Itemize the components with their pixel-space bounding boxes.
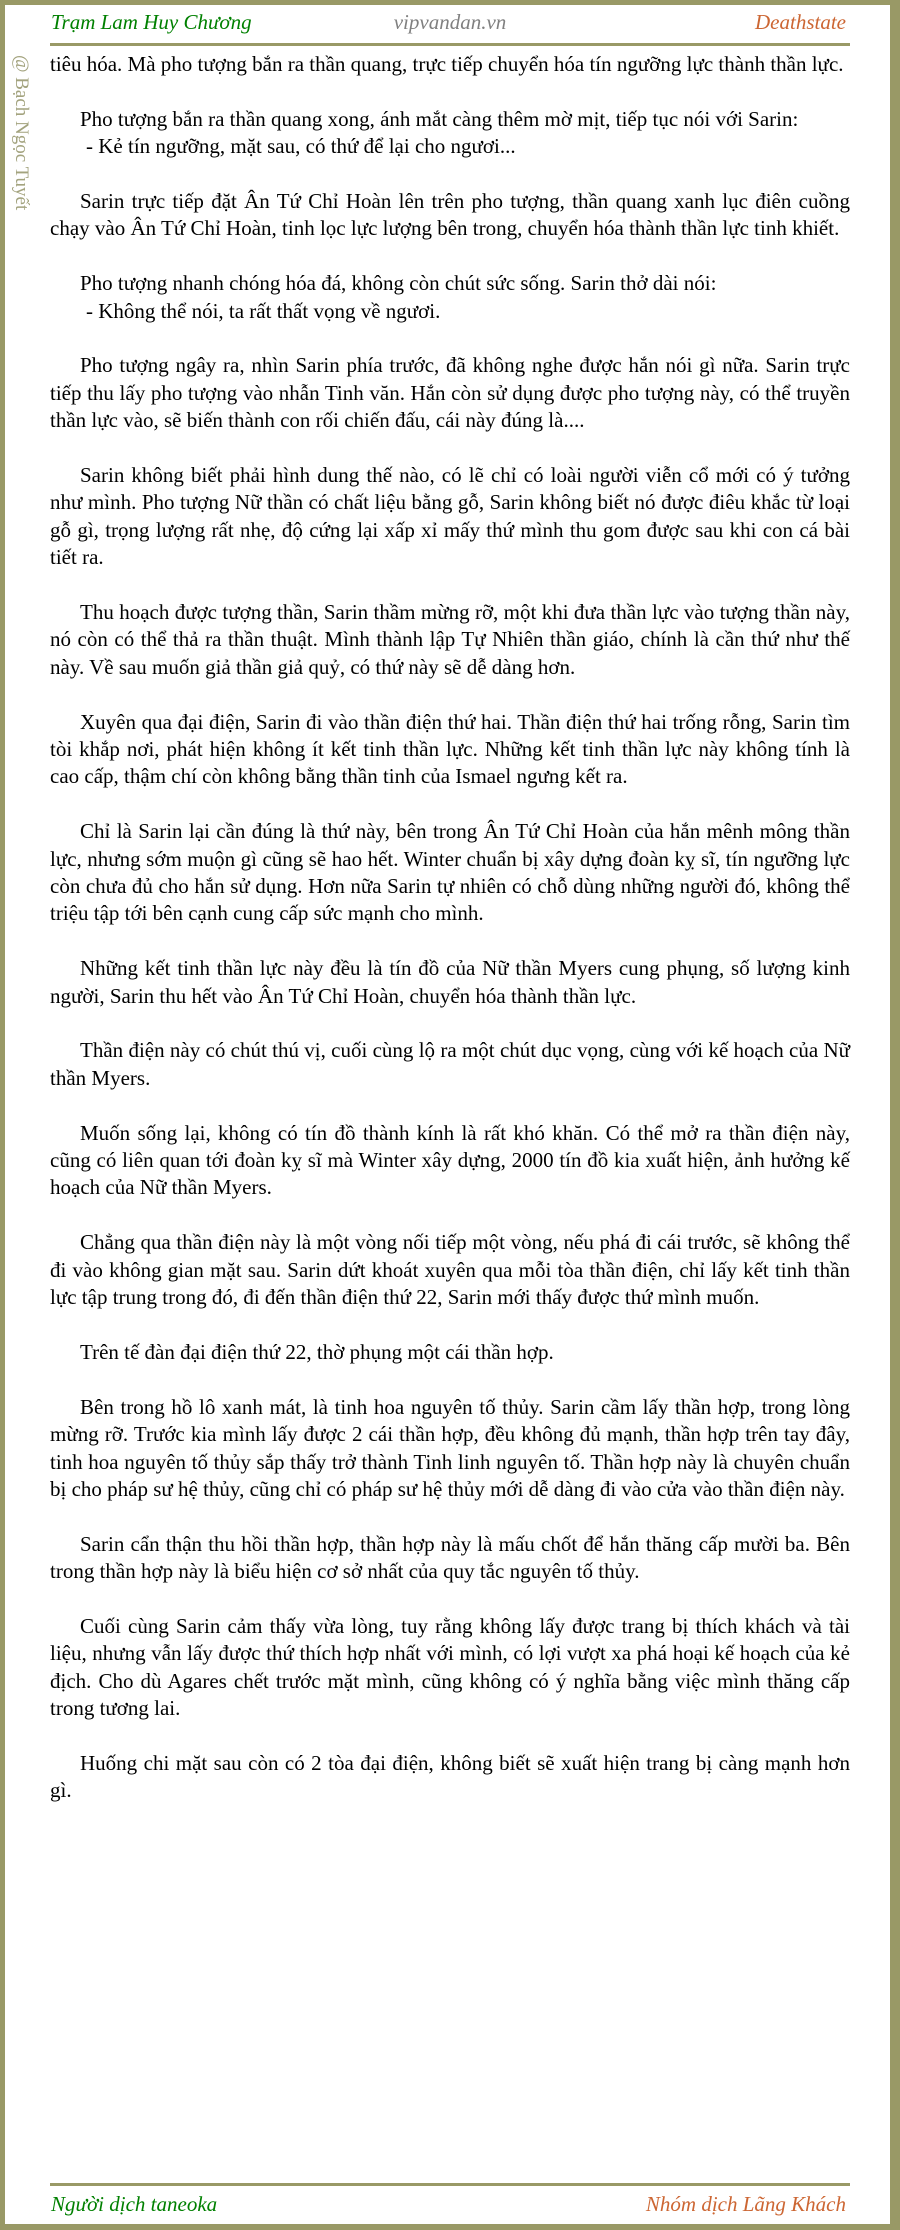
paragraph	[50, 462, 850, 572]
translation-group-credit: Nhóm dịch Lãng Khách	[645, 2192, 846, 2216]
paragraph	[50, 51, 850, 78]
site-name: Trạm Lam Huy Chương	[51, 10, 252, 34]
paragraph-text: Thần điện này có chút thú vị, cuối cùng lộ ra một chút dục vọng, cùng với kế hoạch của Nữ thần Myers.	[50, 1038, 850, 1090]
author-name: Deathstate	[755, 10, 846, 34]
paragraph	[50, 188, 850, 243]
paragraph-text: Pho tượng nhanh chóng hóa đá, không còn chút sức sống. Sarin thở dài nói:	[80, 271, 717, 296]
paragraph	[50, 818, 850, 928]
paragraph	[50, 1037, 850, 1092]
paragraph-text: Pho tượng ngây ra, nhìn Sarin phía trước, đã không nghe được hắn nói gì nữa. Sarin trực tiếp thu lấy pho tượng vào nhẫn Tinh văn. Hắn còn sử dụng được pho tượng này, có thể truyền thần lực vào, sẽ biến thành con rối chiến đấu, cái này đúng là....	[50, 353, 850, 433]
vertical-watermark: @ Bạch Ngọc Tuyết	[11, 55, 32, 211]
paragraph-text: Thu hoạch được tượng thần, Sarin thầm mừng rỡ, một khi đưa thần lực vào tượng thần này, nó còn có thể thả ra thần thuật. Mình thành lập Tự Nhiên thần giáo, chính là cần thứ như thế này. Về sau muốn giả thần giả quỷ, có thứ này sẽ dễ dàng hơn.	[50, 600, 850, 679]
paragraph	[50, 1750, 850, 1805]
paragraph-text: Bên trong hồ lô xanh mát, là tinh hoa nguyên tố thủy. Sarin cầm lấy thần hợp, trong lòng mừng rỡ. Trước kia mình lấy được 2 cái thần hợp, đều không đủ mạnh, thần hợp trên tay đây, tinh hoa nguyên tố thủy sắp thấy trở thành Tinh linh nguyên tố. Thần hợp này là chuyên chuẩn bị cho pháp sư hệ thủy, cũng chỉ có pháp sư hệ thủy mới dễ dàng đi vào cửa vào thần điện này.	[50, 1394, 850, 1501]
paragraph-text: Huống chi mặt sau còn có 2 tòa đại điện, không biết sẽ xuất hiện trang bị càng mạnh hơn gì.	[50, 1750, 850, 1803]
paragraph-text: Những kết tinh thần lực này đều là tín đồ của Nữ thần Myers cung phụng, số lượng kinh người, Sarin thu hết vào Ân Tứ Chỉ Hoàn, chuyển hóa thành thần lực.	[50, 956, 850, 1008]
paragraph	[50, 270, 850, 325]
paragraph	[50, 1339, 850, 1366]
paragraph-text: Xuyên qua đại điện, Sarin đi vào thần điện thứ hai. Thần điện thứ hai trống rỗng, Sarin tìm tòi khắp nơi, phát hiện không ít kết tinh thần lực. Những kết tinh thần lực này không tính là cao cấp, thậm chí còn không bằng thần tinh của Ismael ngưng kết ra.	[50, 709, 850, 789]
paragraph-text: Cuối cùng Sarin cảm thấy vừa lòng, tuy rằng không lấy được trang bị thích khách và tài liệu, nhưng vẫn lấy được thứ thích hợp nhất với mình, có lợi vượt xa phá hoại kế hoạch của kẻ địch. Cho dù Agares chết trước mặt mình, cũng không có ý nghĩa bằng việc mình thăng cấp trong tương lai.	[50, 1613, 850, 1721]
paragraph	[50, 1613, 850, 1723]
paragraph-text: Muốn sống lại, không có tín đồ thành kính là rất khó khăn. Có thể mở ra thần điện này, cũng có liên quan tới đoàn kỵ sĩ mà Winter xây dựng, 2000 tín đồ kia xuất hiện, ảnh hưởng kế hoạch của Nữ thần Myers.	[50, 1120, 850, 1200]
paragraph-text: Sarin trực tiếp đặt Ân Tứ Chỉ Hoàn lên trên pho tượng, thần quang xanh lục điên cuồng chạy vào Ân Tứ Chỉ Hoàn, tinh lọc lực lượng bên trong, chuyển hóa thành thần lực tinh khiết.	[50, 189, 850, 241]
paragraph-text: Sarin không biết phải hình dung thế nào, có lẽ chỉ có loài người viễn cổ mới có ý tưởng như mình. Pho tượng Nữ thần có chất liệu bằng gỗ, Sarin không biết nó được điêu khắc từ loại gỗ gì, trọng lượng rất nhẹ, độ cứng lại xấp xỉ mấy thứ mình thu gom được sau khi con cá bài tiết ra.	[50, 463, 850, 570]
paragraph	[50, 955, 850, 1010]
dialogue-line: - Kẻ tín ngưỡng, mặt sau, có thứ để lại cho ngươi...	[86, 134, 516, 159]
paragraph	[50, 709, 850, 791]
paragraph-text: Chỉ là Sarin lại cần đúng là thứ này, bên trong Ân Tứ Chỉ Hoàn của hắn mênh mông thần lực, nhưng sớm muộn gì cũng sẽ hao hết. Winter chuẩn bị xây dựng đoàn kỵ sĩ, tín ngưỡng lực còn chưa đủ cho hắn sử dụng. Hơn nữa Sarin tự nhiên có chỗ dùng những người đó, không thể triệu tập tới bên cạnh cung cấp sức mạnh cho mình.	[50, 819, 850, 926]
chapter-body	[50, 51, 850, 1832]
page-footer	[50, 2190, 850, 2222]
paragraph	[50, 1394, 850, 1504]
site-url: vipvandan.vn	[393, 10, 507, 34]
paragraph-text: Chẳng qua thần điện này là một vòng nối tiếp một vòng, nếu phá đi cái trước, sẽ không thể đi vào không gian mặt sau. Sarin dứt khoát xuyên qua mỗi tòa thần điện, chỉ lấy kết tinh thần lực tập trung trong đó, đi đến thần điện thứ 22, Sarin mới thấy được thứ mình muốn.	[50, 1230, 850, 1310]
paragraph	[50, 1531, 850, 1586]
dialogue-line: - Không thể nói, ta rất thất vọng về ngươi.	[86, 298, 441, 323]
paragraph	[50, 1229, 850, 1311]
paragraph	[50, 599, 850, 681]
paragraph-text: Sarin cẩn thận thu hồi thần hợp, thần hợp này là mấu chốt để hắn thăng cấp mười ba. Bên trong thần hợp này là biểu hiện cơ sở nhất của quy tắc nguyên tố thủy.	[50, 1531, 850, 1584]
footer-divider	[50, 2183, 850, 2186]
paragraph-text: Trên tế đàn đại điện thứ 22, thờ phụng một cái thần hợp.	[80, 1339, 554, 1364]
paragraph	[50, 352, 850, 434]
paragraph-text: Pho tượng bắn ra thần quang xong, ánh mắt càng thêm mờ mịt, tiếp tục nói với Sarin:	[80, 106, 799, 131]
paragraph	[50, 106, 850, 161]
paragraph-text: tiêu hóa. Mà pho tượng bắn ra thần quang, trực tiếp chuyển hóa tín ngưỡng lực thành thần lực.	[50, 52, 844, 76]
header-divider	[50, 43, 850, 46]
page-header	[50, 4, 850, 42]
translator-credit: Người dịch taneoka	[51, 2192, 218, 2216]
paragraph	[50, 1120, 850, 1202]
